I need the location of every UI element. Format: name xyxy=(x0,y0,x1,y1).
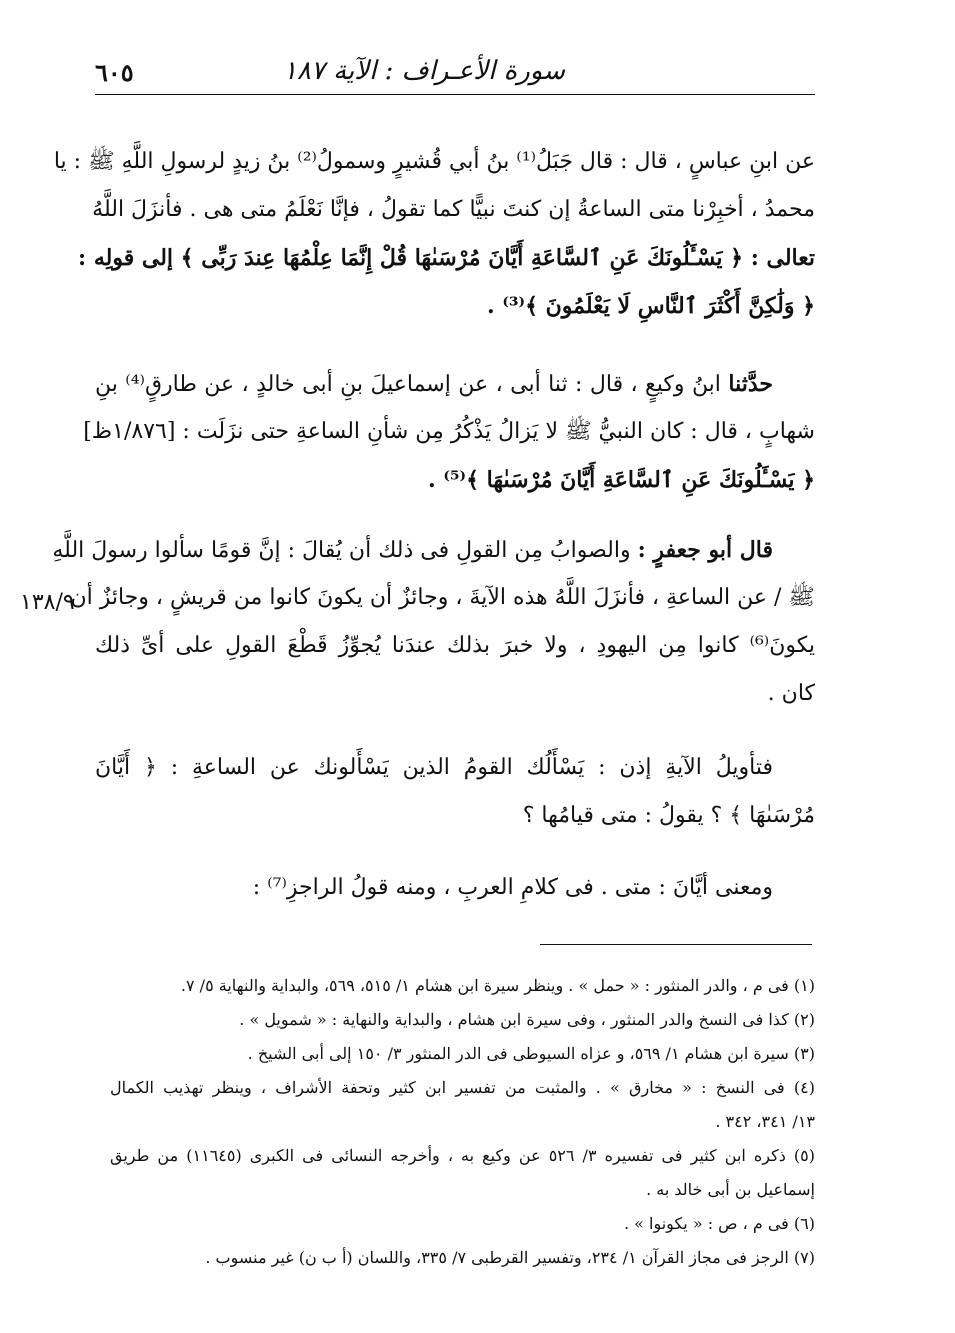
page-header xyxy=(95,52,815,92)
footnote-line: (٢) كذا فى النسخ والدر المنثور ، وفى سيرة ابن هشام ، والبداية والنهاية : « شمويل » . xyxy=(239,1010,815,1029)
text-line: فتأويلُ الآيةِ إذن : يَسْأَلُك القومُ الذين يَسْأَلونك عن الساعةِ : ﴿ أَيَّانَ xyxy=(95,755,773,780)
paragraph-4 xyxy=(95,746,815,842)
footnote-line: ١٣/ ٣٤١، ٣٤٢ . xyxy=(715,1112,815,1131)
text-span: والصوابُ مِن القولِ فى ذلك أن يُقالَ : إنَّ قومًا سألوا رسولَ اللَّهِ xyxy=(52,538,631,563)
paragraph-lead: حدَّثنا xyxy=(728,371,773,397)
text-span: ابنُ وكيعٍ ، قال : ثنا أبى ، عن إسماعيلَ بنِ أبى خالدٍ ، عن طارقٍ⁽⁴⁾ بنِ xyxy=(95,372,721,397)
footnotes xyxy=(110,970,815,1276)
footnote-line: (٥) ذكره ابن كثير فى تفسيره ٣/ ٥٢٦ عن وكيع به ، وأخرجه النسائى فى الكبرى (١١٦٤٥) من طريق xyxy=(110,1146,816,1165)
paragraph-3 xyxy=(52,528,815,720)
footnote-rule xyxy=(540,944,812,945)
paragraph-5 xyxy=(95,866,815,914)
text-line: ﴿ يَسْـَٔلُونَكَ عَنِ ٱلسَّاعَةِ أَيَّانَ مُرْسَىٰهَا ﴾⁽⁵⁾ . xyxy=(428,467,815,493)
paragraph-1 xyxy=(53,140,815,332)
running-title: سورة الأعـراف : الآية ١٨٧ xyxy=(282,56,565,86)
text-line xyxy=(95,362,815,410)
text-line: عن ابنِ عباسٍ ، قال : قال جَبَلُ⁽¹⁾ بنُ أبي قُشيرٍ وسمولُ⁽²⁾ بنُ زيدٍ لرسولِ اللَّهِ ﷺ : يا xyxy=(53,149,815,174)
footnote-line: إسماعيل بن أبى خالد به . xyxy=(646,1180,815,1199)
text-line: يكونَ⁽⁶⁾ كانوا مِن اليهودِ ، ولا خبرَ بذلك عندَنا يُجوِّزُ قَطْعَ القولِ على أىِّ ذلك xyxy=(95,633,815,658)
footnote-line: (٤) فى النسخ : « مخارق » . والمثبت من تفسير ابن كثير وتحفة الأشراف ، وينظر تهذيب الكمال xyxy=(110,1078,815,1097)
footnote-line: (١) فى م ، والدر المنثور : « حمل » . وينظر سيرة ابن هشام ١/ ٥١٥، ٥٦٩، والبداية والنهاية ٥/ ٧. xyxy=(180,976,815,995)
text-line: كان . xyxy=(767,681,815,706)
paragraph-2 xyxy=(83,362,815,506)
text-line: تعالى : ﴿ يَسْـَٔلُونَكَ عَنِ ٱلسَّاعَةِ أَيَّانَ مُرْسَىٰهَا قُلْ إِنَّمَا عِلْمُهَا عِندَ رَبِّى ﴾ إلى قولِه : xyxy=(78,245,815,271)
paragraph-lead: قال أبو جعفرٍ : xyxy=(637,537,773,563)
text-line: ومعنى أيَّانَ : متى . فى كلامِ العربِ ، ومنه قولُ الراجزِ⁽⁷⁾ : xyxy=(252,875,773,900)
margin-page-reference: ١٣٨/٩ xyxy=(20,590,75,615)
text-line: ﴿ وَلَٰكِنَّ أَكْثَرَ ٱلنَّاسِ لَا يَعْلَمُونَ ﴾⁽³⁾ . xyxy=(487,293,815,319)
text-line: ﷺ / عن الساعةِ ، فأنزَلَ اللَّهُ هذه الآيةَ ، وجائزٌ أن يكونَ كانوا من قريشٍ ، وجائزٌ أن xyxy=(70,585,815,610)
text-line: مُرْسَىٰهَا ﴾ ؟ يقولُ : متى قيامُها ؟ xyxy=(522,803,815,828)
text-line: محمدُ ، أخبِرْنا متى الساعةُ إن كنتَ نبيًّا كما تقولُ ، فإنَّا نَعْلَمُ متى هى . فأنزَلَ اللَّهُ xyxy=(92,197,815,222)
text-line xyxy=(52,528,815,576)
footnote-line: (٦) فى م ، ص : « يكونوا » . xyxy=(623,1214,815,1233)
footnote-line: (٧) الرجز فى مجاز القرآن ١/ ٢٣٤، وتفسير القرطبى ٧/ ٣٣٥، واللسان (أ ب ن) غير منسوب . xyxy=(205,1248,815,1267)
header-rule xyxy=(95,94,815,95)
footnote-line: (٣) سيرة ابن هشام ١/ ٥٦٩، و عزاه السيوطى فى الدر المنثور ٣/ ١٥٠ إلى أبى الشيخ . xyxy=(247,1044,815,1063)
page-number: ٦٠٥ xyxy=(95,58,134,87)
text-line: شهابٍ ، قال : كان النبيُّ ﷺ لا يَزالُ يَذْكُرُ مِن شأنِ الساعةِ حتى نزَلَت : [١/٨٧٦ظ] xyxy=(83,419,815,444)
